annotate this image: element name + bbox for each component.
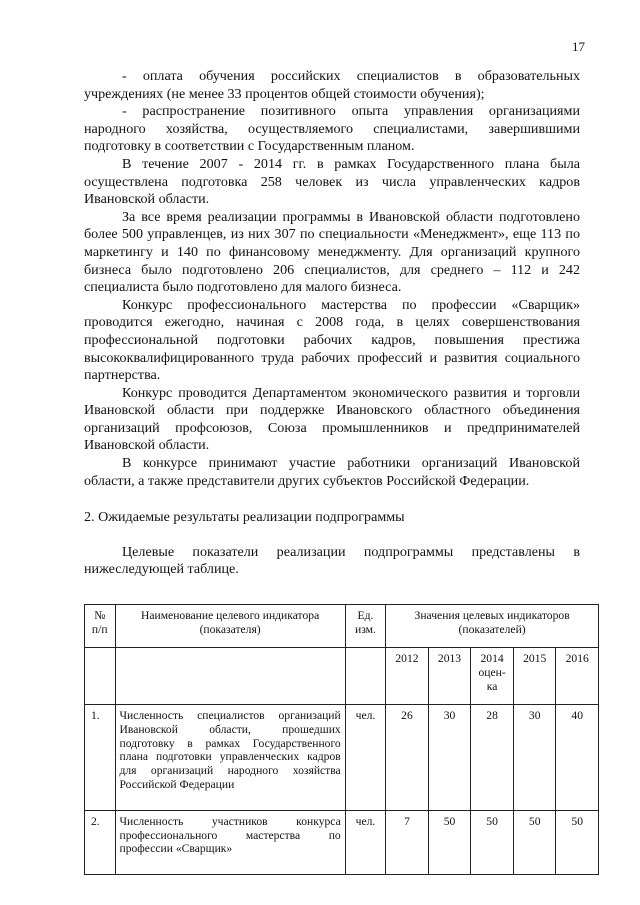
header-num: № п/п xyxy=(85,605,116,648)
year-2015: 2015 xyxy=(513,648,556,705)
page-number: 17 xyxy=(572,39,585,54)
table-years-row xyxy=(85,648,599,705)
target-indicators-table xyxy=(84,604,599,875)
row-unit: чел. xyxy=(345,705,386,811)
row-value-2014: 28 xyxy=(471,705,514,811)
paragraph-3: В течение 2007 - 2014 гг. в рамках Государственного плана была осуществлена подготовка 258 человек из числа управленческих кадров Ивановской области. xyxy=(84,155,580,208)
row-value-2012: 7 xyxy=(386,810,429,874)
empty-cell xyxy=(345,648,386,705)
section-title: 2. Ожидаемые результаты реализации подпрограммы xyxy=(84,509,405,526)
row-value-2013: 50 xyxy=(428,810,471,874)
empty-cell xyxy=(85,648,116,705)
row-num: 2. xyxy=(85,810,116,874)
row-num: 1. xyxy=(85,705,116,811)
paragraph-1: - оплата обучения российских специалистов в образовательных учреждениях (не менее 33 процентов общей стоимости обучения); xyxy=(84,68,580,102)
row-indicator-name: Численность специалистов организаций Ивановской области, прошедших подготовку в рамках Государственного плана подготовки управленческих кадров для организаций народного хозяйства Российской Федерации xyxy=(115,705,345,811)
paragraph-2: - распространение позитивного опыта управления организациями народного хозяйства, осуществляемого специалистами, завершившими подготовку в соответствии с Государственным планом. xyxy=(84,103,580,155)
table-row xyxy=(85,705,599,811)
row-value-2013: 30 xyxy=(428,705,471,811)
row-value-2016: 50 xyxy=(556,810,599,874)
row-indicator-name: Численность участников конкурса профессионального мастерства по профессии «Сварщик» xyxy=(115,810,345,874)
year-2016: 2016 xyxy=(556,648,599,705)
year-2013: 2013 xyxy=(428,648,471,705)
empty-cell xyxy=(115,648,345,705)
paragraph-5: Конкурс профессионального мастерства по профессии «Сварщик» проводится ежегодно, начиная с 2008 года, в целях совершенствования профессиональной подготовки рабочих кадров, повышения престижа высококвалифицированного труда рабочих профессий и развития социального партнерства. xyxy=(84,296,580,384)
row-unit: чел. xyxy=(345,810,386,874)
table-row xyxy=(85,810,599,874)
row-value-2014: 50 xyxy=(471,810,514,874)
row-value-2015: 30 xyxy=(513,705,556,811)
paragraph-4: За все время реализации программы в Ивановской области подготовлено более 500 управленцев, из них 307 по специальности «Менеджмент», еще 113 по маркетингу и 140 по финансовому менеджменту. Для организаций крупного бизнеса было подготовлено 206 специалистов, для среднего – 112 и 242 специалиста было подготовлено для малого бизнеса. xyxy=(84,208,580,296)
year-2014: 2014 оцен-ка xyxy=(471,648,514,705)
row-value-2015: 50 xyxy=(513,810,556,874)
header-unit: Ед. изм. xyxy=(345,605,386,648)
paragraph-7: В конкурсе принимают участие работники организаций Ивановской области, а также представители других субъектов Российской Федерации. xyxy=(84,455,580,489)
header-values: Значения целевых индикаторов (показателей) xyxy=(386,605,599,648)
header-name: Наименование целевого индикатора (показателя) xyxy=(115,605,345,648)
body-text xyxy=(84,68,580,579)
paragraph-6: Конкурс проводится Департаментом экономического развития и торговли Ивановской области при поддержке Ивановского областного объединения организаций профсоюзов, Союза промышленников и предпринимателей Ивановской области. xyxy=(84,384,580,454)
year-2012: 2012 xyxy=(386,648,429,705)
row-value-2012: 26 xyxy=(386,705,429,811)
intro-paragraph: Целевые показатели реализации подпрограммы представлены в нижеследующей таблице. xyxy=(84,543,580,578)
row-value-2016: 40 xyxy=(556,705,599,811)
table-header-row xyxy=(85,605,599,648)
